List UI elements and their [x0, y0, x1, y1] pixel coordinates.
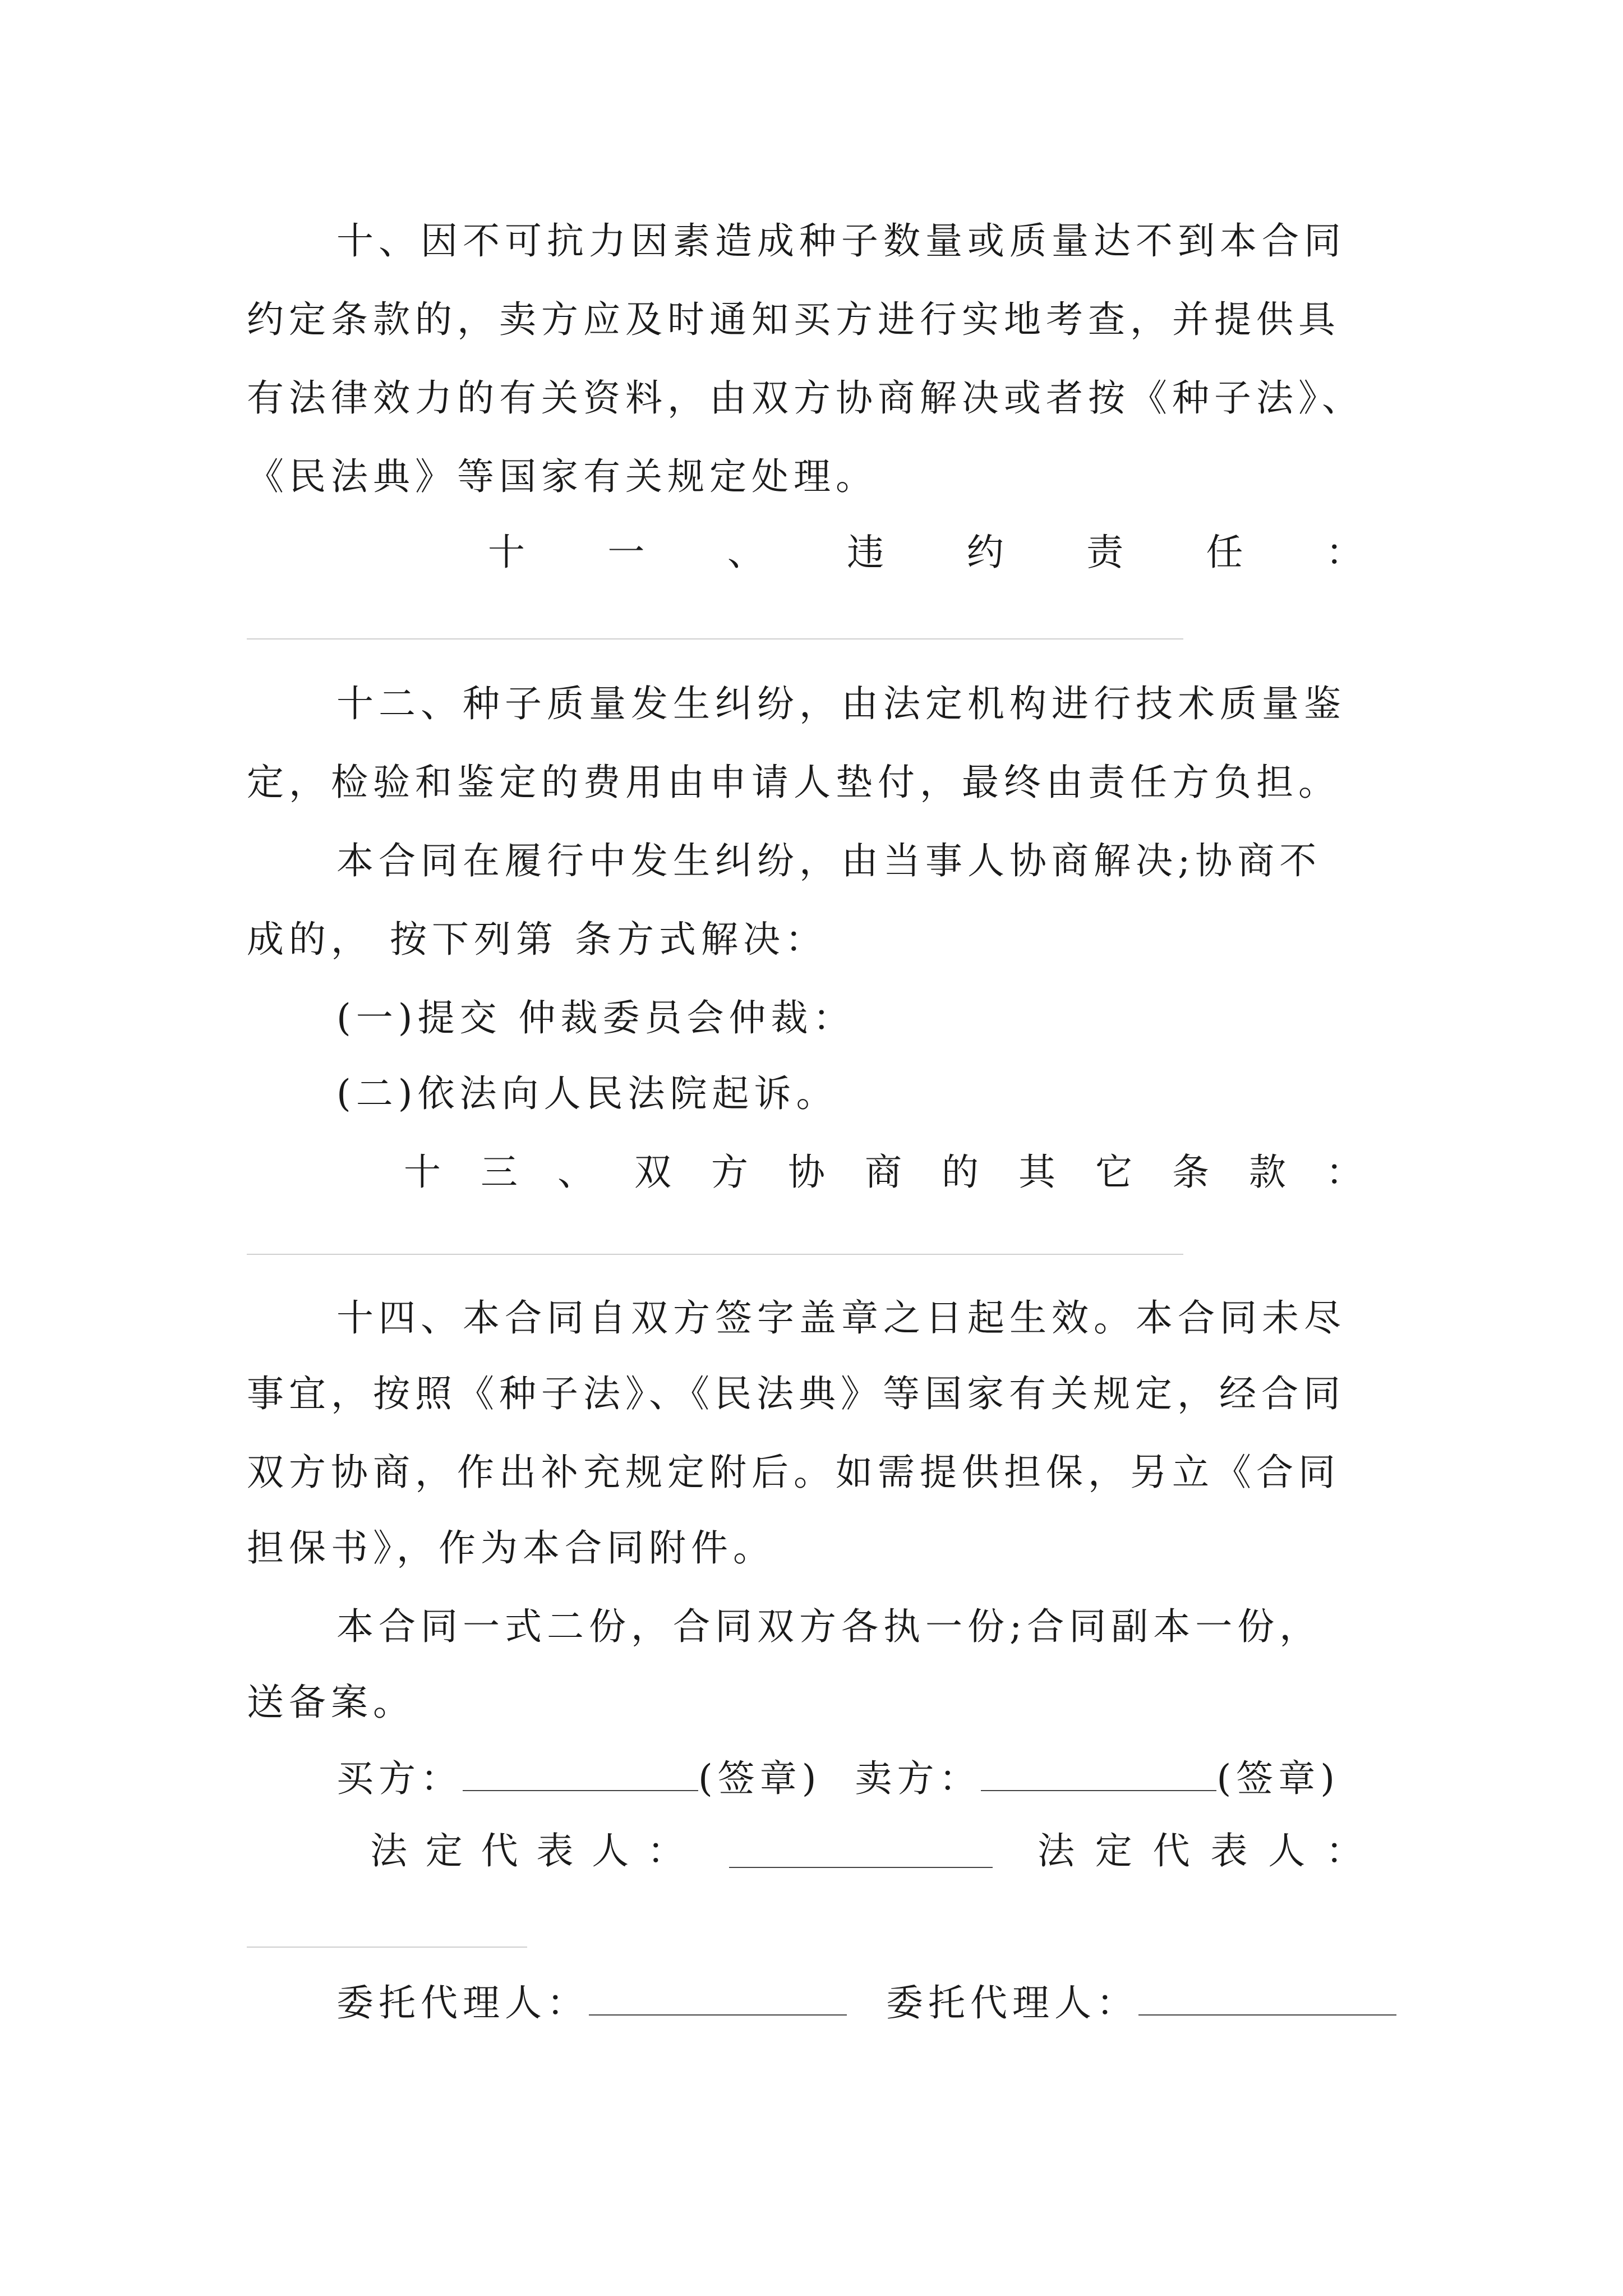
seller-signature-blank[interactable] — [981, 1753, 1216, 1791]
clause12-line1: 十二、种子质量发生纠纷，由法定机构进行技术质量鉴 — [336, 682, 1346, 725]
clause14-line4: 担保书》，作为本合同附件。 — [247, 1526, 775, 1570]
clause13-heading-char: 商 — [865, 1151, 902, 1194]
clause13-heading-char: 它 — [1095, 1151, 1132, 1194]
buyer-agent-blank[interactable] — [589, 1977, 847, 2016]
buyer-seal-note: (签章) — [698, 1757, 822, 1800]
clause11-heading-char: 十 — [488, 531, 525, 574]
clause13-heading-char: 其 — [1018, 1151, 1055, 1194]
clause14-line6: 送备案。 — [247, 1681, 415, 1724]
buyer-label: 买方： — [336, 1757, 463, 1800]
clause11-heading-char: ： — [1325, 531, 1363, 574]
clause11-heading-char: 违 — [847, 531, 884, 574]
buyer-legal-rep-char: 代 — [481, 1829, 518, 1872]
clause13-heading-char: 双 — [634, 1151, 671, 1194]
seller-legal-rep-char: 定 — [1095, 1829, 1132, 1872]
clause14-line2: 事宜，按照《种子法》、《民法典》等国家有关规定，经合同 — [247, 1372, 1345, 1415]
clause10-line4: 《民法典》等国家有关规定处理。 — [247, 455, 878, 498]
clause11-heading-char: 约 — [966, 531, 1004, 574]
seller-legal-rep-char: 表 — [1210, 1829, 1248, 1872]
seller-legal-rep-char: 法 — [1038, 1829, 1075, 1872]
seller-legal-rep-label — [1038, 1826, 1363, 1876]
buyer-agent-label: 委托代理人： — [336, 1981, 589, 2024]
clause13-fill-line — [247, 1254, 1183, 1255]
buyer-legal-rep-char: 法 — [370, 1829, 407, 1872]
clause11-heading-char: 、 — [727, 531, 764, 574]
clause13-heading-char: 三 — [481, 1151, 518, 1194]
clause12-line4: 成的， 按下列第 条方式解决： — [247, 918, 827, 961]
clause12-option2: (二)依法向人民法院起诉。 — [336, 1072, 838, 1115]
clause13-heading-char: 协 — [788, 1151, 825, 1194]
buyer-legal-rep-label — [370, 1826, 684, 1876]
clause13-heading-char: 方 — [711, 1151, 748, 1194]
buyer-legal-rep-char: ： — [647, 1829, 684, 1872]
clause13-heading — [404, 1147, 1363, 1198]
seller-legal-rep-char: ： — [1325, 1829, 1363, 1872]
clause14-line3: 双方协商，作出补充规定附后。如需提供担保，另立《合同 — [247, 1451, 1340, 1494]
clause11-heading-char: 任 — [1206, 531, 1243, 574]
clause13-heading-char: 十 — [404, 1151, 441, 1194]
clause14-line5: 本合同一式二份，合同双方各执一份;合同副本一份， — [336, 1605, 1322, 1648]
seller-agent-label: 委托代理人： — [886, 1981, 1138, 2024]
clause13-heading-char: ： — [1326, 1151, 1363, 1194]
clause13-heading-char: 条 — [1172, 1151, 1209, 1194]
buyer-legal-rep-char: 定 — [425, 1829, 463, 1872]
clause13-heading-char: 、 — [557, 1151, 594, 1194]
seller-legal-rep-char: 代 — [1152, 1829, 1190, 1872]
buyer-legal-rep-char: 表 — [536, 1829, 574, 1872]
clause11-heading-char: 一 — [607, 531, 645, 574]
clause12-option1: (一)提交 仲裁委员会仲裁： — [336, 996, 855, 1039]
seller-label: 卖方： — [855, 1757, 981, 1800]
seller-legal-rep-blank[interactable] — [247, 1947, 527, 1948]
seller-agent-blank[interactable] — [1138, 1977, 1396, 2016]
clause12-line3: 本合同在履行中发生纠纷，由当事人协商解决;协商不 — [336, 839, 1322, 882]
clause10-line2: 约定条款的，卖方应及时通知买方进行实地考查，并提供具 — [247, 298, 1340, 341]
clause13-heading-char: 的 — [942, 1151, 979, 1194]
clause11-fill-line — [247, 638, 1183, 639]
agent-signature-row — [336, 1977, 1396, 2028]
clause10-line3: 有法律效力的有关资料，由双方协商解决或者按《种子法》、 — [247, 376, 1364, 420]
buyer-legal-rep-char: 人 — [592, 1829, 629, 1872]
seller-legal-rep-char: 人 — [1268, 1829, 1306, 1872]
clause11-heading — [488, 527, 1363, 578]
clause13-heading-char: 款 — [1249, 1151, 1286, 1194]
clause12-line2: 定，检验和鉴定的费用由申请人垫付，最终由责任方负担。 — [247, 761, 1340, 804]
clause10-line1: 十、因不可抗力因素造成种子数量或质量达不到本合同 — [336, 219, 1346, 263]
clause14-line1: 十四、本合同自双方签字盖章之日起生效。本合同未尽 — [336, 1296, 1346, 1340]
seller-seal-note: (签章) — [1216, 1757, 1340, 1800]
buyer-legal-rep-blank[interactable] — [729, 1830, 993, 1868]
party-signature-row — [336, 1753, 1340, 1804]
clause11-heading-char: 责 — [1086, 531, 1124, 574]
buyer-signature-blank[interactable] — [463, 1753, 698, 1791]
